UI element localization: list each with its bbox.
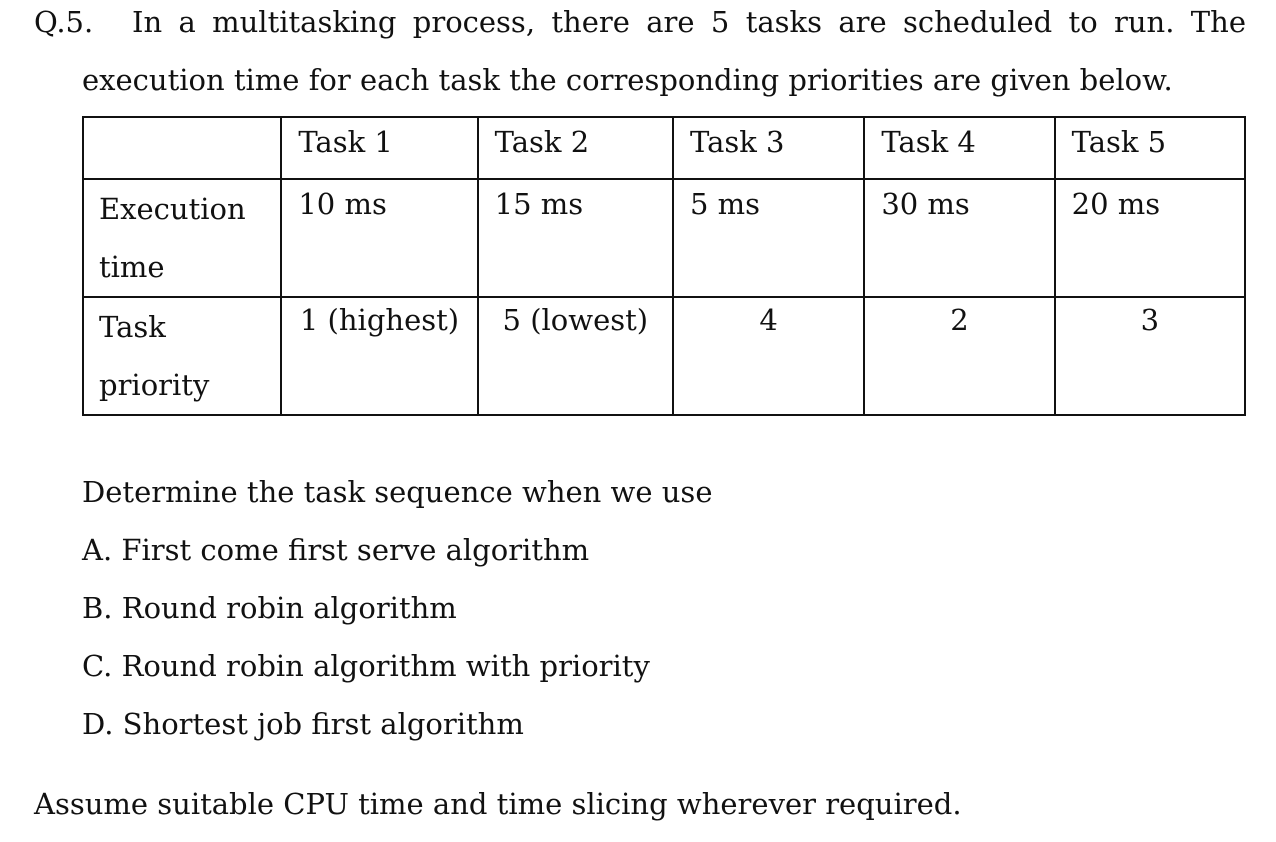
table-cell: 20 ms (1055, 179, 1245, 297)
option-c: C. Round robin algorithm with priority (82, 649, 650, 683)
row-label-line-2: priority (99, 368, 210, 402)
question-intro-line-2: execution time for each task the corresponding priorities are given below. (82, 63, 1173, 97)
table-corner-cell (83, 117, 281, 179)
table-row-execution-time (83, 179, 1245, 297)
table-cell: 2 (864, 297, 1054, 415)
header-cell: Task 2 (478, 117, 673, 179)
table-cell: 4 (673, 297, 864, 415)
header-cell: Task 5 (1055, 117, 1245, 179)
subquestion-text: Determine the task sequence when we use (82, 475, 713, 509)
table-cell: 15 ms (478, 179, 673, 297)
row-label-cell (83, 297, 281, 415)
header-cell: Task 1 (281, 117, 477, 179)
assumption-note: Assume suitable CPU time and time slicing wherever required. (34, 787, 962, 821)
row-label-cell (83, 179, 281, 297)
task-table (82, 116, 1246, 416)
table-cell: 30 ms (864, 179, 1054, 297)
table-cell: 5 (lowest) (478, 297, 673, 415)
row-label-line-1: Task (99, 310, 166, 344)
row-label-line-1: Execution (99, 192, 246, 226)
option-a: A. First come first serve algorithm (82, 533, 590, 567)
table-header-row (83, 117, 1245, 179)
question-intro-line-1: In a multitasking process, there are 5 tasks are scheduled to run. The (132, 5, 1246, 39)
table-cell: 5 ms (673, 179, 864, 297)
table-cell: 3 (1055, 297, 1245, 415)
header-cell: Task 4 (864, 117, 1054, 179)
table-cell: 10 ms (281, 179, 477, 297)
option-b: B. Round robin algorithm (82, 591, 457, 625)
question-number: Q.5. (34, 5, 94, 39)
option-d: D. Shortest job first algorithm (82, 707, 524, 741)
table-row-task-priority (83, 297, 1245, 415)
table-cell: 1 (highest) (281, 297, 477, 415)
row-label-line-2: time (99, 250, 165, 284)
header-cell: Task 3 (673, 117, 864, 179)
